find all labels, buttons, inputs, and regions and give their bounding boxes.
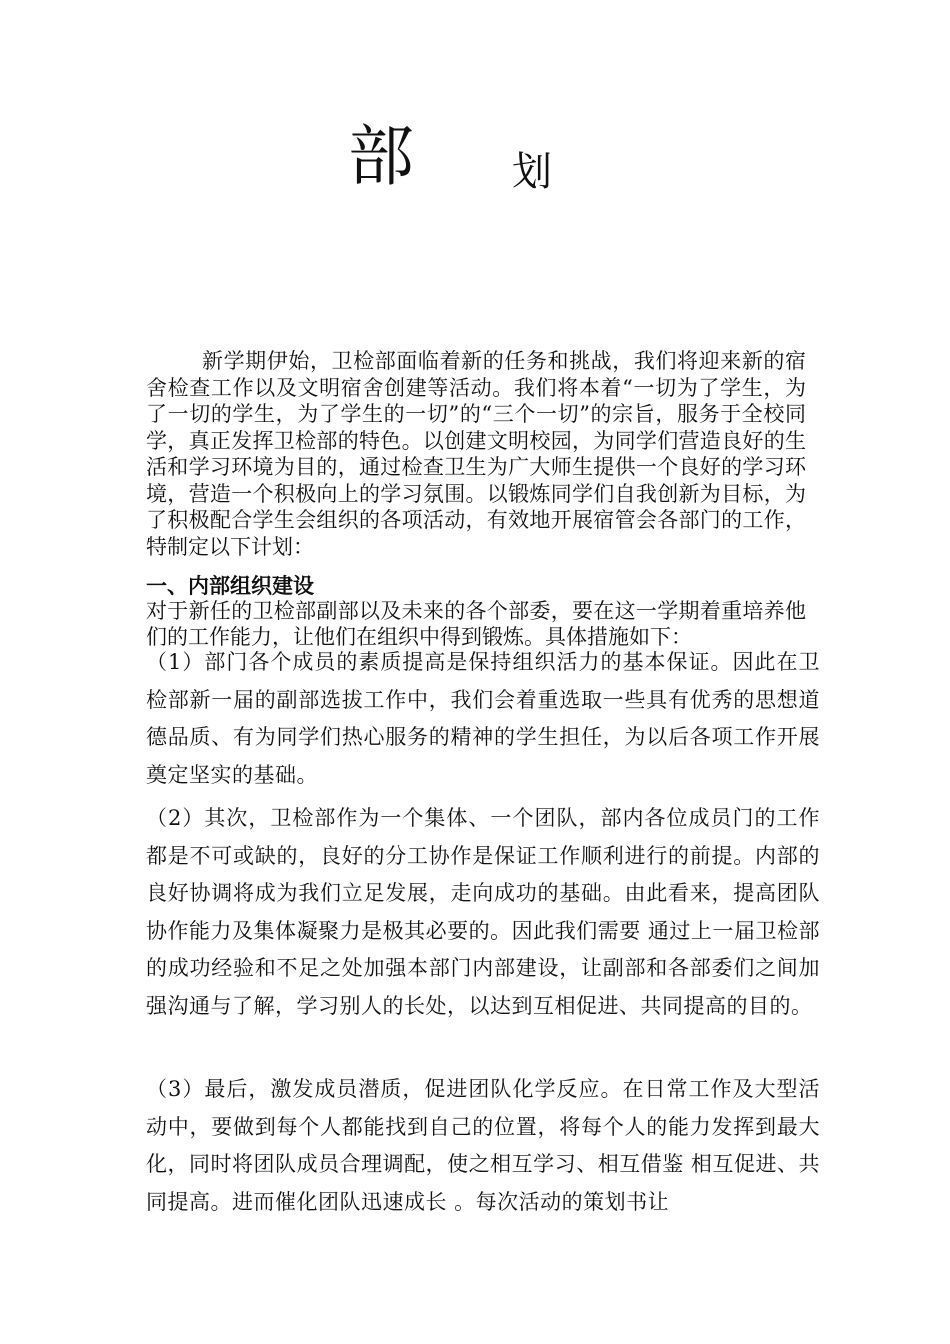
measure-item-2: （2）其次，卫检部作为一个集体、一个团队，部内各位成员门的工作都是不可或缺的，良好的分工协作是保证工作顺利进行的前提。内部的良好协调将成为我们立足发展，走向成功的基础。由此看来，提高团队协作能力及集体凝聚力是极其必要的。因此我们需要 通过上一届卫检部的成功经验和不足之处加强本部门内部建设，让副部和各部委们之间加强沟通与了解，学习别人的长处，以达到互相促进、共同提高的目的。: [146, 806, 820, 1018]
title-secondary-character: 划: [512, 149, 552, 195]
intro-paragraph: 新学期伊始，卫检部面临着新的任务和挑战，我们将迎来新的宿舍检查工作以及文明宿舍创建等活动。我们将本着“一切为了学生，为了一切的学生，为了学生的一切”的“三个一切”的宗旨，服务于全校同学，真正发挥卫检部的特色。以创建文明校园，为同学们营造良好的生活和学习环境为目的，通过检查卫生为广大师生提供一个良好的学习环境，营造一个积极向上的学习氛围。以锻炼同学们自我创新为目标，为了积极配合学生会组织的各项活动，有效地开展宿管会各部门的工作，特制定以下计划：: [146, 349, 806, 559]
section-heading: 一、内部组织建设: [146, 574, 314, 598]
section-intro-paragraph: 对于新任的卫检部副部以及未来的各个部委，要在这一学期着重培养他们的工作能力，让他们在组织中得到锻炼。具体措施如下：: [146, 599, 806, 649]
measure-item-3: （3）最后，激发成员潜质，促进团队化学反应。在日常工作及大型活动中，要做到每个人都能找到自己的位置，将每个人的能力发挥到最大化，同时将团队成员合理调配，使之相互学习、相互借鉴 相互促进、共同提高。进而催化团队迅速成长 。每次活动的策划书让: [146, 1077, 820, 1214]
title-main-character: 部: [348, 118, 414, 195]
measure-item-1: （1）部门各个成员的素质提高是保持组织活力的基本保证。因此在卫检部新一届的副部选拔工作中，我们会着重选取一些具有优秀的思想道德品质、有为同学们热心服务的精神的学生担任，为以后各项工作开展奠定坚实的基础。: [146, 650, 820, 787]
